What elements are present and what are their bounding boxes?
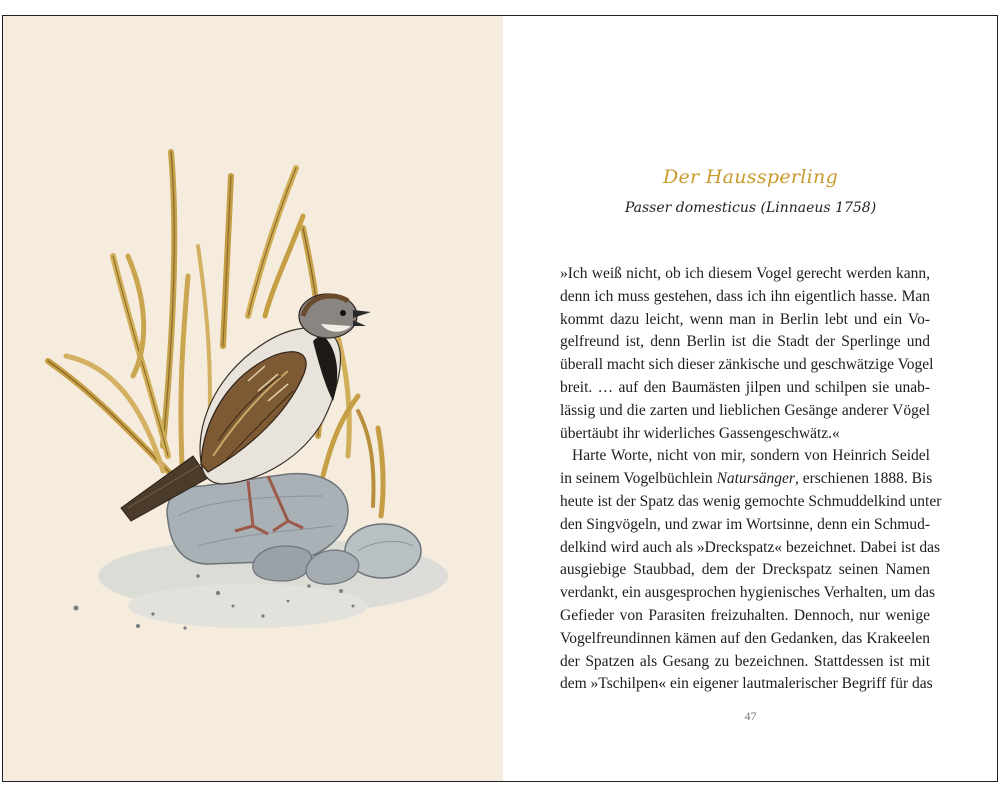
page-title: Der Haussperling xyxy=(662,166,839,188)
book-title: Natursänger xyxy=(716,470,795,488)
text-line: Vogelfreundinnen kämen auf den Gedanken, das Krakeelen xyxy=(560,629,930,647)
text-line: kommt dazu leicht, wenn man in Berlin lebt und ein Vo- xyxy=(560,310,930,328)
book-spread xyxy=(2,15,998,782)
text-line: übertäubt ihr widerliches Gassengeschwätz.« xyxy=(560,424,840,442)
text-line: »Ich weiß nicht, ob ich diesem Vogel gerecht werden kann, xyxy=(560,265,930,282)
text-line: delkind wird auch als »Dreckspatz« bezeichnet. Dabei ist das xyxy=(560,538,941,556)
text-line: denn ich muss gestehen, dass ich ihn eigentlich hasse. Man xyxy=(560,287,930,305)
text-page xyxy=(503,16,998,781)
scientific-name: Passer domesticus (Linnaeus 1758) xyxy=(624,200,877,216)
illustration-page xyxy=(3,16,503,781)
text-line: dem »Tschilpen« ein eigener lautmalerischer Begriff für das xyxy=(560,675,933,693)
text-line: überall macht sich dieser zänkische und geschwätzige Vogel xyxy=(560,356,934,374)
text-line: verdankt, ein ausgesprochen hygienisches Verhalten, um das xyxy=(560,584,936,602)
text-line: breit. … auf den Baumästen jilpen und schilpen sie unab- xyxy=(560,378,930,396)
text-segment: in seinem Vogelbüchlein xyxy=(560,470,717,488)
body-text xyxy=(560,263,942,696)
text-line: Gefieder von Parasiten freizuhalten. Dennoch, nur wenige xyxy=(560,606,930,624)
text-line xyxy=(560,468,933,491)
text-line: den Singvögeln, und zwar im Wortsinne, denn ein Schmud- xyxy=(560,515,930,533)
sparrow-illustration xyxy=(3,16,503,781)
text-line: der Spatzen als Gesang zu bezeichnen. Stattdessen ist mit xyxy=(560,652,930,670)
text-segment: , erschienen 1888. Bis xyxy=(794,470,933,488)
text-line: Harte Worte, nicht von mir, sondern von Heinrich Seidel xyxy=(572,447,930,465)
text-line: ausgiebige Staubbad, dem der Dreckspatz seinen Namen xyxy=(560,561,930,579)
page-number: 47 xyxy=(744,709,757,723)
text-line: lässig und die zarten und lieblichen Gesänge anderer Vögel xyxy=(560,401,930,419)
text-line: gelfreund ist, denn Berlin ist die Stadt der Sperlinge und xyxy=(560,333,930,351)
text-line: heute ist der Spatz das wenig gemochte Schmuddelkind unter xyxy=(560,492,942,510)
